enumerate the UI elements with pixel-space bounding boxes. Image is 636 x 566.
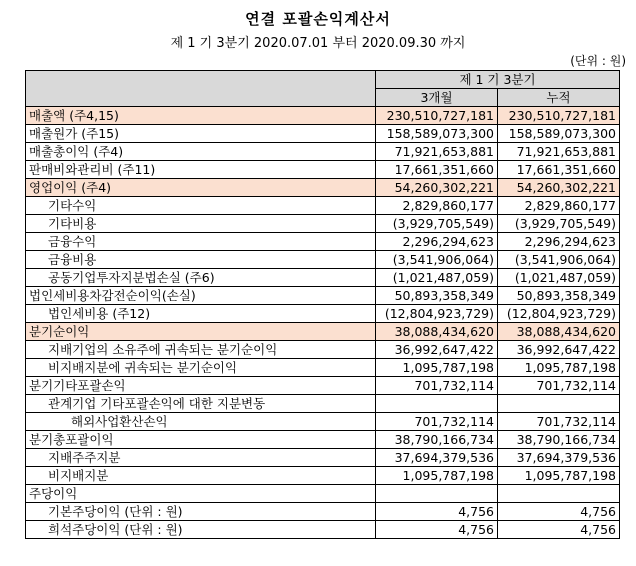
table-row <box>26 395 620 413</box>
row-value-three-months: 17,661,351,660 <box>376 161 498 179</box>
row-value-cumulative: 71,921,653,881 <box>498 143 620 161</box>
row-value-three-months: 38,790,166,734 <box>376 431 498 449</box>
row-value-three-months: (3,541,906,064) <box>376 251 498 269</box>
header-period: 제 1 기 3분기 <box>376 71 620 89</box>
row-value-cumulative: 701,732,114 <box>498 413 620 431</box>
row-label: 기타수익 <box>26 197 376 215</box>
row-value-cumulative: 36,992,647,422 <box>498 341 620 359</box>
row-value-three-months: (1,021,487,059) <box>376 269 498 287</box>
row-label: 기타비용 <box>26 215 376 233</box>
unit-label: (단위 : 원) <box>570 54 626 68</box>
table-row <box>26 233 620 251</box>
row-value-cumulative: (1,021,487,059) <box>498 269 620 287</box>
row-value-three-months: (12,804,923,729) <box>376 305 498 323</box>
row-label: 비지배지분에 귀속되는 분기순이익 <box>26 359 376 377</box>
table-row <box>26 251 620 269</box>
row-label: 관계기업 기타포괄손익에 대한 지분변동 <box>26 395 376 413</box>
row-value-three-months: 38,088,434,620 <box>376 323 498 341</box>
table-row <box>26 269 620 287</box>
row-value-three-months: (3,929,705,549) <box>376 215 498 233</box>
row-label: 판매비와관리비 (주11) <box>26 161 376 179</box>
row-value-cumulative: 38,088,434,620 <box>498 323 620 341</box>
row-value-three-months: 2,829,860,177 <box>376 197 498 215</box>
row-value-three-months: 54,260,302,221 <box>376 179 498 197</box>
row-label: 매출원가 (주15) <box>26 125 376 143</box>
row-label: 공동기업투자지분법손실 (주6) <box>26 269 376 287</box>
table-row <box>26 485 620 503</box>
row-label: 금융수익 <box>26 233 376 251</box>
table-row <box>26 467 620 485</box>
row-value-three-months: 4,756 <box>376 503 498 521</box>
row-label: 비지배지분 <box>26 467 376 485</box>
row-value-cumulative: 17,661,351,660 <box>498 161 620 179</box>
table-row <box>26 107 620 125</box>
row-label: 주당이익 <box>26 485 376 503</box>
row-label: 해외사업환산손익 <box>26 413 376 431</box>
row-label: 영업이익 (주4) <box>26 179 376 197</box>
row-value-cumulative: 1,095,787,198 <box>498 359 620 377</box>
row-label: 지배기업의 소유주에 귀속되는 분기순이익 <box>26 341 376 359</box>
row-value-cumulative: 37,694,379,536 <box>498 449 620 467</box>
row-value-cumulative <box>498 395 620 413</box>
row-label: 지배주주지분 <box>26 449 376 467</box>
row-value-cumulative: (12,804,923,729) <box>498 305 620 323</box>
row-value-three-months: 1,095,787,198 <box>376 467 498 485</box>
statement-title: 연결 포괄손익계산서 <box>245 10 391 28</box>
table-row <box>26 125 620 143</box>
table-row <box>26 503 620 521</box>
row-label: 법인세비용차감전순이익(손실) <box>26 287 376 305</box>
table-row <box>26 215 620 233</box>
row-value-three-months: 36,992,647,422 <box>376 341 498 359</box>
row-value-three-months: 701,732,114 <box>376 413 498 431</box>
row-value-cumulative: 4,756 <box>498 503 620 521</box>
statement-period: 제 1 기 3분기 2020.07.01 부터 2020.09.30 까지 <box>170 36 466 51</box>
row-value-cumulative: 1,095,787,198 <box>498 467 620 485</box>
row-label: 법인세비용 (주12) <box>26 305 376 323</box>
row-value-three-months: 37,694,379,536 <box>376 449 498 467</box>
row-label: 분기기타포괄손익 <box>26 377 376 395</box>
row-label: 분기총포괄이익 <box>26 431 376 449</box>
header-blank-cell <box>26 71 376 107</box>
row-value-cumulative: (3,929,705,549) <box>498 215 620 233</box>
row-value-three-months: 71,921,653,881 <box>376 143 498 161</box>
table-row <box>26 161 620 179</box>
header-cumulative: 누적 <box>498 89 620 107</box>
row-value-cumulative: (3,541,906,064) <box>498 251 620 269</box>
row-value-cumulative: 2,296,294,623 <box>498 233 620 251</box>
row-label: 금융비용 <box>26 251 376 269</box>
header-row-period <box>26 71 620 89</box>
income-statement-table <box>25 70 620 539</box>
table-row <box>26 359 620 377</box>
row-value-three-months <box>376 395 498 413</box>
row-value-cumulative <box>498 485 620 503</box>
table-row <box>26 341 620 359</box>
table-row <box>26 377 620 395</box>
table-row <box>26 287 620 305</box>
row-value-three-months: 4,756 <box>376 521 498 539</box>
row-value-cumulative: 4,756 <box>498 521 620 539</box>
row-value-three-months: 230,510,727,181 <box>376 107 498 125</box>
row-value-cumulative: 54,260,302,221 <box>498 179 620 197</box>
row-label: 매출총이익 (주4) <box>26 143 376 161</box>
row-value-three-months: 50,893,358,349 <box>376 287 498 305</box>
row-value-cumulative: 2,829,860,177 <box>498 197 620 215</box>
table-row <box>26 305 620 323</box>
table-row <box>26 431 620 449</box>
row-value-three-months: 1,095,787,198 <box>376 359 498 377</box>
row-value-cumulative: 38,790,166,734 <box>498 431 620 449</box>
row-label: 매출액 (주4,15) <box>26 107 376 125</box>
row-label: 기본주당이익 (단위 : 원) <box>26 503 376 521</box>
table-row <box>26 413 620 431</box>
row-value-cumulative: 158,589,073,300 <box>498 125 620 143</box>
row-value-cumulative: 230,510,727,181 <box>498 107 620 125</box>
table-row <box>26 449 620 467</box>
row-value-cumulative: 701,732,114 <box>498 377 620 395</box>
table-row <box>26 521 620 539</box>
row-label: 희석주당이익 (단위 : 원) <box>26 521 376 539</box>
table-row <box>26 179 620 197</box>
row-value-three-months: 2,296,294,623 <box>376 233 498 251</box>
table-row <box>26 323 620 341</box>
row-value-three-months: 158,589,073,300 <box>376 125 498 143</box>
table-row <box>26 143 620 161</box>
row-label: 분기순이익 <box>26 323 376 341</box>
header-three-months: 3개월 <box>376 89 498 107</box>
row-value-cumulative: 50,893,358,349 <box>498 287 620 305</box>
row-value-three-months <box>376 485 498 503</box>
row-value-three-months: 701,732,114 <box>376 377 498 395</box>
table-row <box>26 197 620 215</box>
